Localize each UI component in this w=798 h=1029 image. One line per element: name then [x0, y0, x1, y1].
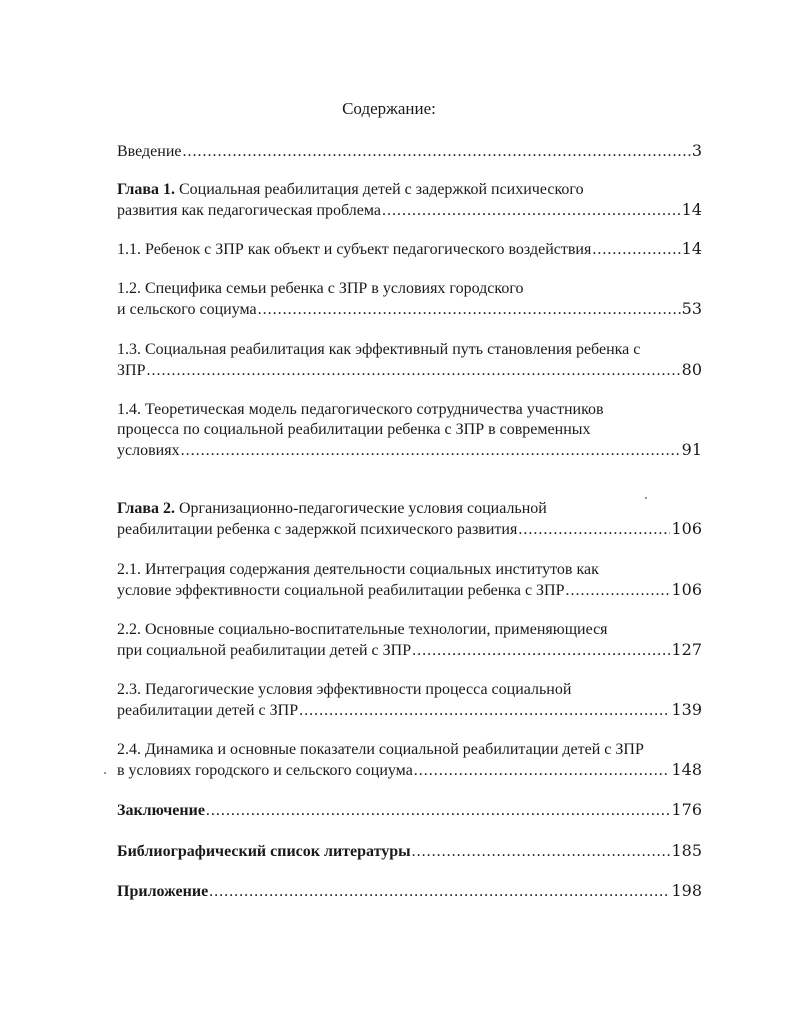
dot-leader [206, 801, 671, 821]
toc-entry-text: 2.3. Педагогические условия эффективности процесса социальной [117, 681, 572, 698]
dot-leader [146, 361, 680, 381]
toc-line [117, 200, 702, 221]
toc-page-number: 80 [681, 360, 702, 379]
toc-entry-text: Введение [117, 143, 182, 160]
dot-leader [566, 581, 671, 601]
toc-line [117, 141, 702, 162]
toc-entry-text: Организационно-педагогические условия социальной [175, 500, 547, 517]
toc-line [117, 299, 702, 320]
toc-entry-text: реабилитации детей с ЗПР [117, 702, 299, 719]
dot-leader [414, 761, 671, 781]
toc-entry-text: развития как педагогическая проблема [117, 202, 381, 219]
toc-entry-bibliography [117, 841, 702, 862]
toc-page-number: 198 [671, 881, 702, 900]
toc-entry-text: при социальной реабилитации детей с ЗПР [117, 642, 412, 659]
toc-line [117, 519, 702, 540]
dot-leader [299, 701, 670, 721]
toc-page-number: 127 [671, 640, 702, 659]
dot-leader [258, 300, 681, 320]
toc-entry-conclusion [117, 800, 702, 821]
toc-line [117, 499, 702, 519]
toc-entry-text: Заключение [117, 802, 205, 819]
toc-entry-1-1 [117, 239, 702, 260]
toc-entry-text: 1.2. Специфика семьи ребенка с ЗПР в условиях городского [117, 280, 524, 297]
toc-entry-chapter-2 [117, 499, 702, 540]
toc-line [117, 239, 702, 260]
toc-page-number: 148 [671, 760, 702, 779]
toc-entry-text: 1.3. Социальная реабилитация как эффективный путь становления ребенка с [117, 341, 641, 358]
dot-leader [209, 882, 670, 902]
toc-entry-text: Приложение [117, 883, 209, 900]
toc-line [117, 760, 702, 781]
toc-page-number: 53 [681, 299, 702, 318]
dot-leader [412, 641, 670, 661]
toc-page-number: 91 [681, 440, 702, 459]
chapter-label: Глава 1. [117, 181, 175, 198]
toc-line [117, 180, 702, 200]
toc-entry-chapter-1 [117, 180, 702, 221]
toc-entry-text: 1.4. Теоретическая модель педагогического сотрудничества участников [117, 401, 604, 418]
toc-entry-text: процесса по социальной реабилитации ребенка с ЗПР в современных [117, 421, 591, 438]
toc-entry-2-2 [117, 620, 702, 661]
toc-entry-text: Социальная реабилитация детей с задержкой психического [175, 181, 584, 198]
toc-entry-text: 2.4. Динамика и основные показатели социальной реабилитации детей с ЗПР [117, 741, 644, 758]
toc-line [117, 841, 702, 862]
toc-entry-1-2 [117, 279, 702, 320]
page-title: Содержание: [342, 99, 436, 118]
dot-leader [181, 441, 681, 461]
toc-entry-text: ЗПР [117, 362, 146, 379]
toc-entry-text: условиях [117, 442, 180, 459]
toc-entry-2-4 [117, 740, 702, 781]
toc-entry-text: 1.1. Ребенок с ЗПР как объект и субъект педагогического воздействия [117, 241, 592, 258]
toc-entry-1-4 [117, 400, 702, 461]
toc-page-number: 3 [691, 141, 702, 160]
toc-page-number: 14 [681, 200, 702, 219]
toc-page-number: 106 [671, 519, 702, 538]
toc-page-number: 106 [671, 580, 702, 599]
toc-line [117, 640, 702, 661]
dot-leader [518, 520, 670, 540]
scan-speck [104, 772, 106, 774]
toc-line [117, 800, 702, 821]
toc-line [117, 360, 702, 381]
toc-entry-1-3 [117, 340, 702, 381]
toc-entry-text: реабилитации ребенка с задержкой психического развития [117, 521, 518, 538]
dot-leader [592, 240, 680, 260]
dot-leader [183, 142, 691, 162]
toc-page-number: 14 [681, 239, 702, 258]
toc-entry-text: 2.1. Интеграция содержания деятельности социальных институтов как [117, 561, 599, 578]
toc-page-number: 139 [671, 700, 702, 719]
toc-entry-appendix [117, 881, 702, 902]
toc-entry-2-3 [117, 680, 702, 721]
toc-entry-text: в условиях городского и сельского социума [117, 762, 413, 779]
dot-leader [412, 842, 671, 862]
chapter-label: Глава 2. [117, 500, 175, 517]
toc-entry-2-1 [117, 560, 702, 601]
toc-line [117, 580, 702, 601]
toc-line [117, 700, 702, 721]
toc-line [117, 440, 702, 461]
toc-entry-text: условие эффективности социальной реабилитации ребенка с ЗПР [117, 582, 565, 599]
dot-leader [382, 201, 681, 221]
toc-entry-text: и сельского социума [117, 301, 257, 318]
scan-speck [645, 497, 647, 499]
toc-entry-text: Библиографический список литературы [117, 843, 411, 860]
toc-line [117, 881, 702, 902]
toc-page-number: 185 [671, 841, 702, 860]
toc-entry-text: 2.2. Основные социально-воспитательные технологии, применяющиеся [117, 621, 608, 638]
toc-entry-introduction [117, 141, 702, 162]
toc-page-number: 176 [671, 800, 702, 819]
